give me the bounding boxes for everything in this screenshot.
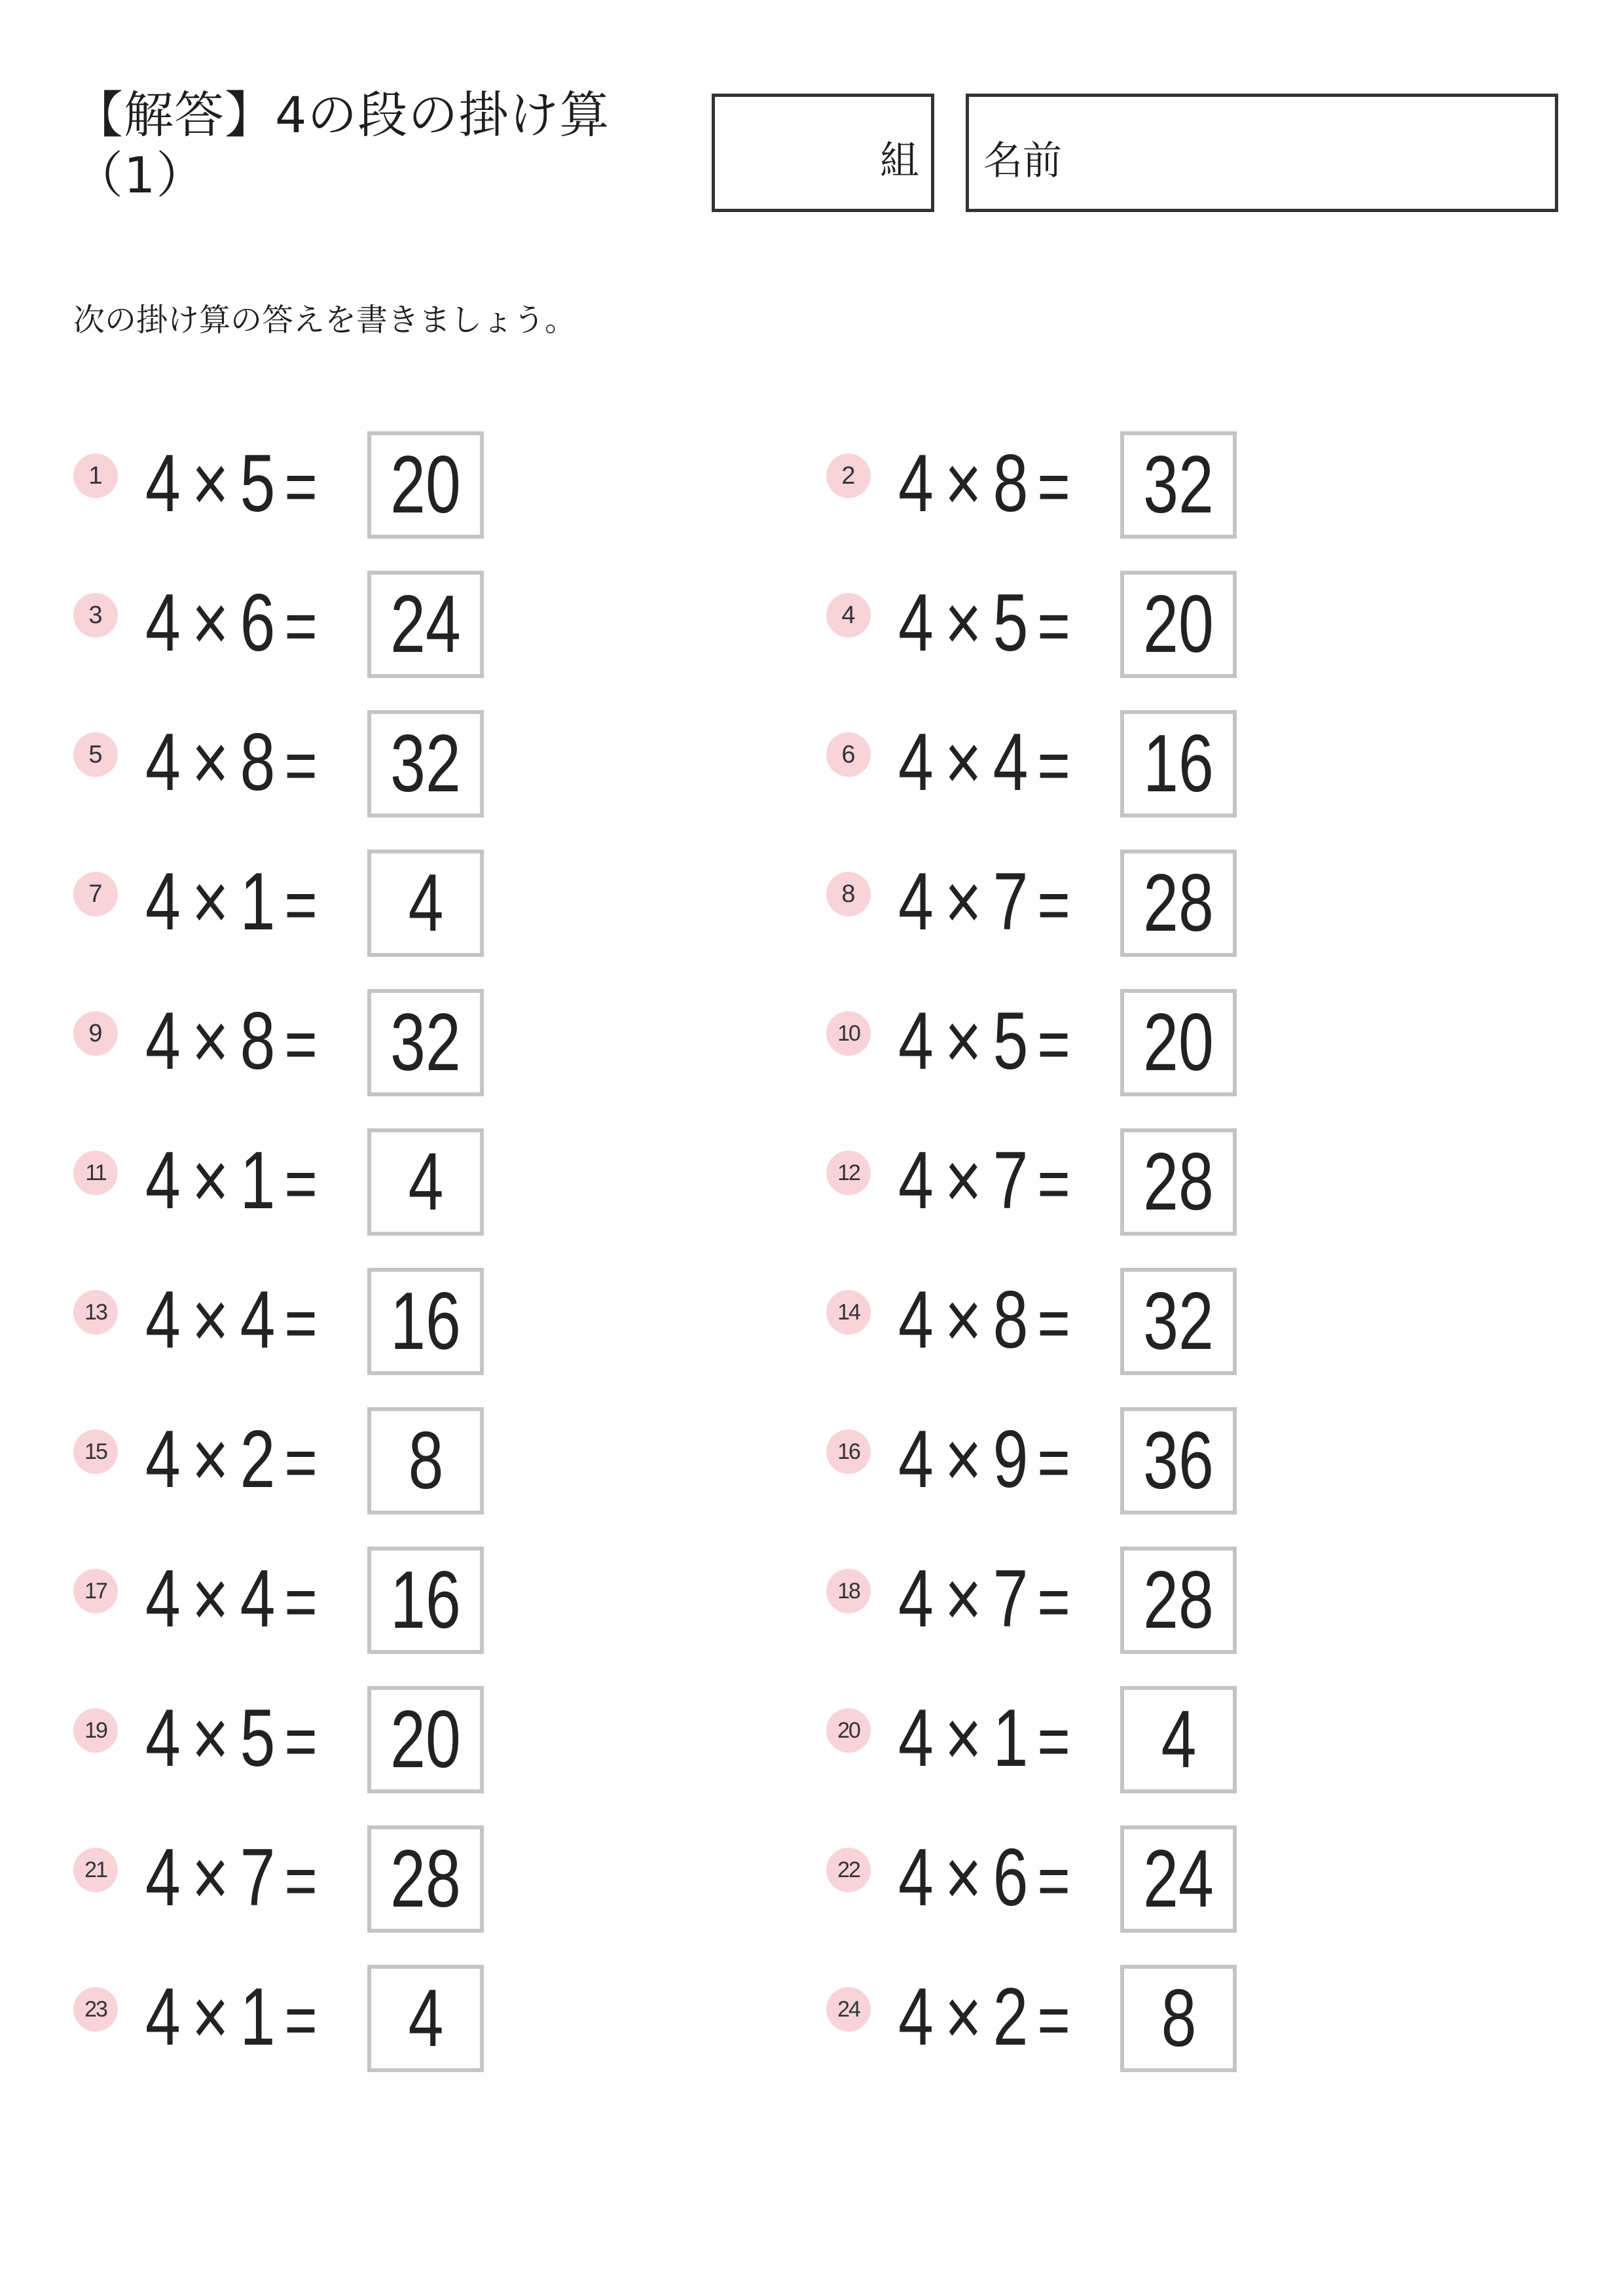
- equals-sign: =: [284, 865, 318, 945]
- problem-number-badge: 2: [826, 454, 871, 498]
- problem-expression: [898, 856, 1070, 948]
- problem-number-badge: 24: [826, 1987, 871, 2032]
- equals-sign: =: [1037, 446, 1070, 527]
- times-sign: ×: [944, 1275, 982, 1365]
- problem-item: [826, 1547, 1415, 1654]
- answer-box[interactable]: [1120, 571, 1237, 678]
- multiplicand: 4: [898, 857, 934, 947]
- problem-number-badge: 3: [73, 593, 118, 637]
- multiplier: 4: [240, 1554, 276, 1644]
- class-label: 組: [880, 138, 919, 184]
- answer-value: 8: [1161, 1973, 1196, 2064]
- answer-value: 4: [1161, 1695, 1196, 1785]
- problem-number-badge: 10: [826, 1011, 871, 1056]
- times-sign: ×: [944, 1693, 982, 1784]
- problem-item: [826, 1407, 1415, 1515]
- problem-item: [73, 850, 663, 957]
- answer-value: 32: [1143, 440, 1214, 530]
- problem-item: [826, 1128, 1415, 1236]
- problem-item: [73, 1686, 663, 1793]
- problem-expression: [898, 1693, 1070, 1784]
- problem-number-badge: 14: [826, 1290, 871, 1335]
- multiplier: 1: [993, 1693, 1029, 1784]
- multiplicand: 4: [145, 717, 181, 808]
- answer-box[interactable]: [367, 1547, 484, 1654]
- answer-box[interactable]: [1120, 1268, 1237, 1375]
- problem-item: [73, 1407, 663, 1515]
- multiplier: 4: [240, 1275, 276, 1365]
- problem-expression: [898, 996, 1070, 1087]
- equals-sign: =: [1037, 865, 1070, 945]
- times-sign: ×: [944, 996, 982, 1086]
- answer-value: 4: [408, 1137, 443, 1227]
- problem-item: [826, 1268, 1415, 1375]
- multiplier: 6: [993, 1833, 1029, 1923]
- problem-expression: [898, 577, 1070, 669]
- title-line-1: 【解答】4の段の掛け算: [73, 86, 610, 144]
- problem-expression: [145, 1693, 318, 1784]
- answer-value: 16: [390, 1276, 461, 1367]
- problem-number-badge: 22: [826, 1848, 871, 1892]
- answer-box[interactable]: [367, 1825, 484, 1933]
- problem-item: [73, 1268, 663, 1375]
- times-sign: ×: [944, 717, 982, 808]
- problem-expression: [145, 438, 318, 529]
- equals-sign: =: [1037, 725, 1070, 806]
- answer-box[interactable]: [367, 850, 484, 957]
- answer-value: 24: [390, 579, 461, 670]
- multiplicand: 4: [145, 439, 181, 529]
- equals-sign: =: [1037, 1422, 1070, 1503]
- answer-value: 32: [1143, 1276, 1214, 1367]
- times-sign: ×: [191, 1136, 229, 1226]
- problem-item: [73, 989, 663, 1096]
- equals-sign: =: [284, 446, 318, 527]
- answer-box[interactable]: [1120, 989, 1237, 1096]
- multiplier: 8: [993, 439, 1029, 529]
- problem-expression: [145, 1414, 318, 1505]
- multiplier: 7: [240, 1833, 276, 1923]
- multiplier: 8: [240, 717, 276, 808]
- problem-expression: [145, 856, 318, 948]
- times-sign: ×: [191, 1972, 229, 2062]
- answer-value: 32: [390, 719, 461, 809]
- problem-number-badge: 6: [826, 732, 871, 777]
- times-sign: ×: [191, 1833, 229, 1923]
- multiplier: 5: [993, 996, 1029, 1086]
- answer-value: 32: [390, 997, 461, 1088]
- equals-sign: =: [284, 1004, 318, 1085]
- problem-number-badge: 8: [826, 872, 871, 916]
- multiplicand: 4: [145, 1136, 181, 1226]
- multiplicand: 4: [145, 1972, 181, 2062]
- problem-item: [826, 1965, 1415, 2072]
- multiplicand: 4: [145, 1554, 181, 1644]
- answer-box[interactable]: [1120, 1407, 1237, 1515]
- equals-sign: =: [284, 1701, 318, 1782]
- times-sign: ×: [944, 1972, 982, 2062]
- answer-value: 28: [1143, 858, 1214, 948]
- answer-value: 20: [1143, 579, 1214, 670]
- instruction-text: 次の掛け算の答えを書きましょう。: [73, 302, 577, 338]
- equals-sign: =: [1037, 1840, 1070, 1921]
- answer-box[interactable]: [1120, 431, 1237, 539]
- multiplier: 8: [240, 996, 276, 1086]
- multiplicand: 4: [145, 996, 181, 1086]
- problem-expression: [898, 717, 1070, 808]
- problem-expression: [145, 996, 318, 1087]
- multiplier: 1: [240, 1136, 276, 1226]
- problem-item: [73, 1825, 663, 1933]
- equals-sign: =: [284, 1422, 318, 1503]
- answer-box[interactable]: [367, 1268, 484, 1375]
- problem-item: [826, 1686, 1415, 1793]
- problem-expression: [898, 438, 1070, 529]
- times-sign: ×: [191, 1693, 229, 1784]
- multiplier: 6: [240, 578, 276, 668]
- answer-value: 16: [390, 1555, 461, 1645]
- problem-number-badge: 4: [826, 593, 871, 637]
- multiplicand: 4: [898, 1972, 934, 2062]
- problem-number-badge: 16: [826, 1429, 871, 1474]
- equals-sign: =: [284, 1143, 318, 1224]
- problem-expression: [145, 1274, 318, 1366]
- multiplicand: 4: [145, 857, 181, 947]
- answer-value: 8: [408, 1416, 443, 1506]
- multiplicand: 4: [898, 1833, 934, 1923]
- multiplicand: 4: [145, 1693, 181, 1784]
- multiplicand: 4: [898, 439, 934, 529]
- problem-item: [826, 431, 1415, 539]
- times-sign: ×: [191, 1275, 229, 1365]
- problem-item: [826, 1825, 1415, 1933]
- answer-box[interactable]: [367, 989, 484, 1096]
- answer-value: 20: [390, 440, 461, 530]
- multiplicand: 4: [898, 1275, 934, 1365]
- problem-expression: [898, 1971, 1070, 2063]
- times-sign: ×: [944, 1414, 982, 1505]
- problem-number-badge: 9: [73, 1011, 118, 1056]
- multiplicand: 4: [145, 1275, 181, 1365]
- answer-box[interactable]: [367, 571, 484, 678]
- equals-sign: =: [284, 1283, 318, 1363]
- equals-sign: =: [284, 1840, 318, 1921]
- answer-value: 36: [1143, 1416, 1214, 1506]
- problem-number-badge: 18: [826, 1569, 871, 1613]
- problem-item: [826, 571, 1415, 678]
- multiplicand: 4: [145, 1833, 181, 1923]
- times-sign: ×: [944, 1833, 982, 1923]
- equals-sign: =: [284, 1980, 318, 2060]
- times-sign: ×: [191, 439, 229, 529]
- answer-value: 28: [390, 1834, 461, 1924]
- problem-number-badge: 1: [73, 454, 118, 498]
- problem-item: [73, 431, 663, 539]
- problem-expression: [145, 1832, 318, 1924]
- problem-item: [73, 1965, 663, 2072]
- multiplicand: 4: [898, 996, 934, 1086]
- multiplicand: 4: [898, 717, 934, 808]
- problem-item: [73, 710, 663, 817]
- equals-sign: =: [1037, 1980, 1070, 2060]
- problem-number-badge: 15: [73, 1429, 118, 1474]
- multiplicand: 4: [145, 578, 181, 668]
- multiplier: 8: [993, 1275, 1029, 1365]
- problem-expression: [898, 1553, 1070, 1645]
- equals-sign: =: [1037, 1283, 1070, 1363]
- multiplicand: 4: [898, 1414, 934, 1505]
- problem-number-badge: 20: [826, 1708, 871, 1753]
- multiplier: 7: [993, 1136, 1029, 1226]
- multiplicand: 4: [898, 578, 934, 668]
- problem-number-badge: 12: [826, 1151, 871, 1195]
- times-sign: ×: [944, 439, 982, 529]
- equals-sign: =: [284, 725, 318, 806]
- answer-box[interactable]: [1120, 1965, 1237, 2072]
- answer-box[interactable]: [1120, 850, 1237, 957]
- answer-box[interactable]: [367, 1128, 484, 1236]
- multiplicand: 4: [898, 1554, 934, 1644]
- problem-expression: [898, 1832, 1070, 1924]
- problem-item: [826, 710, 1415, 817]
- answer-box[interactable]: [367, 431, 484, 539]
- multiplier: 4: [993, 717, 1029, 808]
- answer-box[interactable]: [367, 710, 484, 817]
- problem-expression: [145, 1553, 318, 1645]
- times-sign: ×: [191, 717, 229, 808]
- problem-number-badge: 11: [73, 1151, 118, 1195]
- problem-expression: [898, 1414, 1070, 1505]
- problem-number-badge: 7: [73, 872, 118, 916]
- answer-value: 4: [408, 1973, 443, 2064]
- problem-number-badge: 23: [73, 1987, 118, 2032]
- problem-item: [73, 571, 663, 678]
- equals-sign: =: [1037, 586, 1070, 666]
- title-line-2: （1）: [73, 146, 207, 204]
- times-sign: ×: [191, 996, 229, 1086]
- equals-sign: =: [1037, 1004, 1070, 1085]
- name-label: 名前: [983, 138, 1062, 184]
- multiplier: 9: [993, 1414, 1029, 1505]
- multiplier: 5: [240, 439, 276, 529]
- times-sign: ×: [191, 1414, 229, 1505]
- problem-item: [826, 850, 1415, 957]
- answer-value: 28: [1143, 1555, 1214, 1645]
- answer-value: 20: [1143, 997, 1214, 1088]
- equals-sign: =: [1037, 1701, 1070, 1782]
- answer-value: 4: [408, 858, 443, 948]
- equals-sign: =: [284, 1562, 318, 1642]
- multiplier: 7: [993, 1554, 1029, 1644]
- answer-box[interactable]: [1120, 1686, 1237, 1793]
- multiplicand: 4: [145, 1414, 181, 1505]
- problem-number-badge: 17: [73, 1569, 118, 1613]
- problem-item: [73, 1547, 663, 1654]
- problem-number-badge: 13: [73, 1290, 118, 1335]
- multiplier: 2: [240, 1414, 276, 1505]
- equals-sign: =: [284, 586, 318, 666]
- equals-sign: =: [1037, 1562, 1070, 1642]
- equals-sign: =: [1037, 1143, 1070, 1224]
- times-sign: ×: [944, 1554, 982, 1644]
- problem-expression: [145, 577, 318, 669]
- answer-box[interactable]: [367, 1407, 484, 1515]
- problem-item: [73, 1128, 663, 1236]
- multiplier: 2: [993, 1972, 1029, 2062]
- problem-expression: [145, 1135, 318, 1227]
- multiplicand: 4: [898, 1693, 934, 1784]
- answer-value: 28: [1143, 1137, 1214, 1227]
- problem-item: [826, 989, 1415, 1096]
- times-sign: ×: [191, 857, 229, 947]
- multiplier: 1: [240, 1972, 276, 2062]
- problem-expression: [898, 1135, 1070, 1227]
- times-sign: ×: [191, 1554, 229, 1644]
- answer-box[interactable]: [367, 1965, 484, 2072]
- answer-box[interactable]: [1120, 1825, 1237, 1933]
- times-sign: ×: [944, 578, 982, 668]
- multiplier: 5: [240, 1693, 276, 1784]
- problem-number-badge: 5: [73, 732, 118, 777]
- answer-value: 20: [390, 1695, 461, 1785]
- answer-box[interactable]: [1120, 1128, 1237, 1236]
- answer-box[interactable]: [1120, 710, 1237, 817]
- times-sign: ×: [191, 578, 229, 668]
- answer-value: 16: [1143, 719, 1214, 809]
- multiplier: 7: [993, 857, 1029, 947]
- times-sign: ×: [944, 1136, 982, 1226]
- problem-expression: [145, 1971, 318, 2063]
- multiplicand: 4: [898, 1136, 934, 1226]
- problem-expression: [898, 1274, 1070, 1366]
- problem-number-badge: 21: [73, 1848, 118, 1892]
- problem-expression: [145, 717, 318, 808]
- answer-value: 24: [1143, 1834, 1214, 1924]
- multiplier: 5: [993, 578, 1029, 668]
- multiplier: 1: [240, 857, 276, 947]
- answer-box[interactable]: [367, 1686, 484, 1793]
- times-sign: ×: [944, 857, 982, 947]
- problem-number-badge: 19: [73, 1708, 118, 1753]
- answer-box[interactable]: [1120, 1547, 1237, 1654]
